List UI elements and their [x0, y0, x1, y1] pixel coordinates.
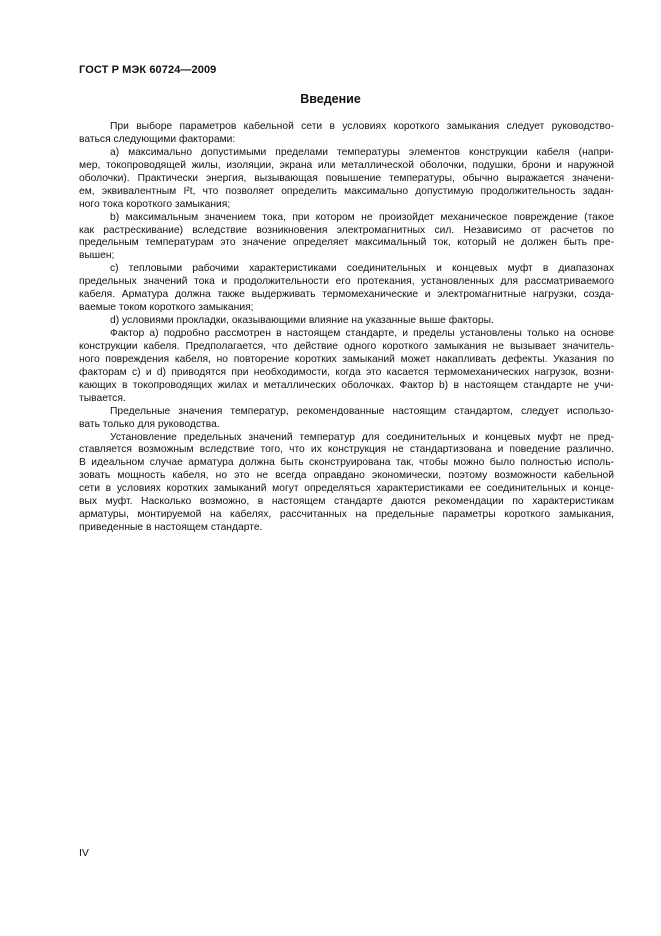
text-line: сети в условиях коротких замыканий могут определяться характеристиками ее соединительных и конце-	[79, 483, 614, 495]
text-line: Предельные значения температур, рекомендованные настоящим стандартом, следует использо-	[110, 405, 614, 417]
text-line: вых муфт. Насколько возможно, в настоящем стандарте даются рекомендации по характеристикам	[79, 496, 614, 508]
text-line: кающих в токопроводящих жилах и металлических оболочках. Фактор b) в настоящем стандарте не учи-	[79, 379, 614, 391]
text-line: ного повреждения кабеля, но повторение коротких замыканий может накапливать дефекты. Указания по	[79, 353, 614, 365]
text-line: ваемые током короткого замыкания;	[79, 302, 254, 314]
document-id-header: ГОСТ Р МЭК 60724—2009	[79, 64, 217, 76]
page-number: IV	[79, 847, 89, 859]
text-line: a) максимально допустимыми пределами температуры элементов конструкции кабеля (напри-	[110, 146, 614, 158]
text-line: Фактор a) подробно рассмотрен в настоящем стандарте, и пределы установлены только на основе	[110, 328, 614, 339]
body-text	[79, 121, 614, 535]
text-line: предельным температурам это значение определяет максимальный ток, который не должен быть пре-	[79, 237, 614, 249]
text-line: предельных значений тока и продолжительности его протекания, установленных для рассматриваемого	[79, 276, 614, 288]
text-line: зовать мощность кабеля, но это не всегда оправдано экономически, поэтому возможности кабельной	[79, 470, 614, 482]
text-line: d) условиями прокладки, оказывающими влияние на указанные выше факторы.	[110, 315, 494, 327]
text-line: мер, токопроводящей жилы, изоляции, экрана или металлической оболочки, подушки, брони и наружной	[79, 159, 614, 171]
text-line: Установление предельных значений температур для соединительных и концевых муфт не пред-	[110, 431, 614, 443]
text-line: вышен;	[79, 250, 115, 262]
text-line: b) максимальным значением тока, при котором не произойдет механическое повреждение (такое	[110, 211, 614, 223]
text-line: оболочки). Практически энергия, вызывающая повышение температуры, обычно выражается значени-	[79, 172, 614, 184]
text-line: c) тепловыми рабочими характеристиками соединительных и концевых муфт в диапазонах	[110, 263, 614, 275]
text-line: арматуры, монтируемой на кабелях, рассчитанных на предельные параметры короткого замыкания,	[79, 509, 614, 521]
text-line: В идеальном случае арматура должна быть сконструирована так, чтобы можно было полностью исполь-	[79, 457, 614, 469]
text-line: ного тока короткого замыкания;	[79, 198, 231, 210]
text-line: кабеля. Арматура должна также выдерживать термомеханические и электромагнитные нагрузки, созда-	[79, 289, 614, 301]
text-line: ставляется возможным вследствие того, что их конструкция не стандартизована и поведение различно.	[79, 444, 614, 456]
text-line: конструкции кабеля. Предполагается, что действие одного короткого замыкания не вызывает значитель-	[79, 340, 614, 352]
text-line: приведенные в настоящем стандарте.	[79, 522, 263, 534]
section-title: Введение	[300, 92, 361, 106]
text-line: факторам c) и d) приводятся при необходимости, когда это касается термомеханических нагрузок, возни-	[79, 366, 614, 378]
text-line: ваться следующими факторами:	[79, 133, 236, 145]
text-line: вать только для руководства.	[79, 418, 220, 430]
text-line: При выборе параметров кабельной сети в условиях короткого замыкания следует руководство-	[110, 121, 614, 132]
text-line: ем, эквивалентным I²t, что позволяет определить максимально допустимую продолжительность задан-	[79, 185, 614, 197]
text-line: как растрескивание) вследствие возникновения электромагнитных сил. Независимо от расчетов по	[79, 224, 614, 236]
text-line: тывается.	[79, 392, 126, 404]
